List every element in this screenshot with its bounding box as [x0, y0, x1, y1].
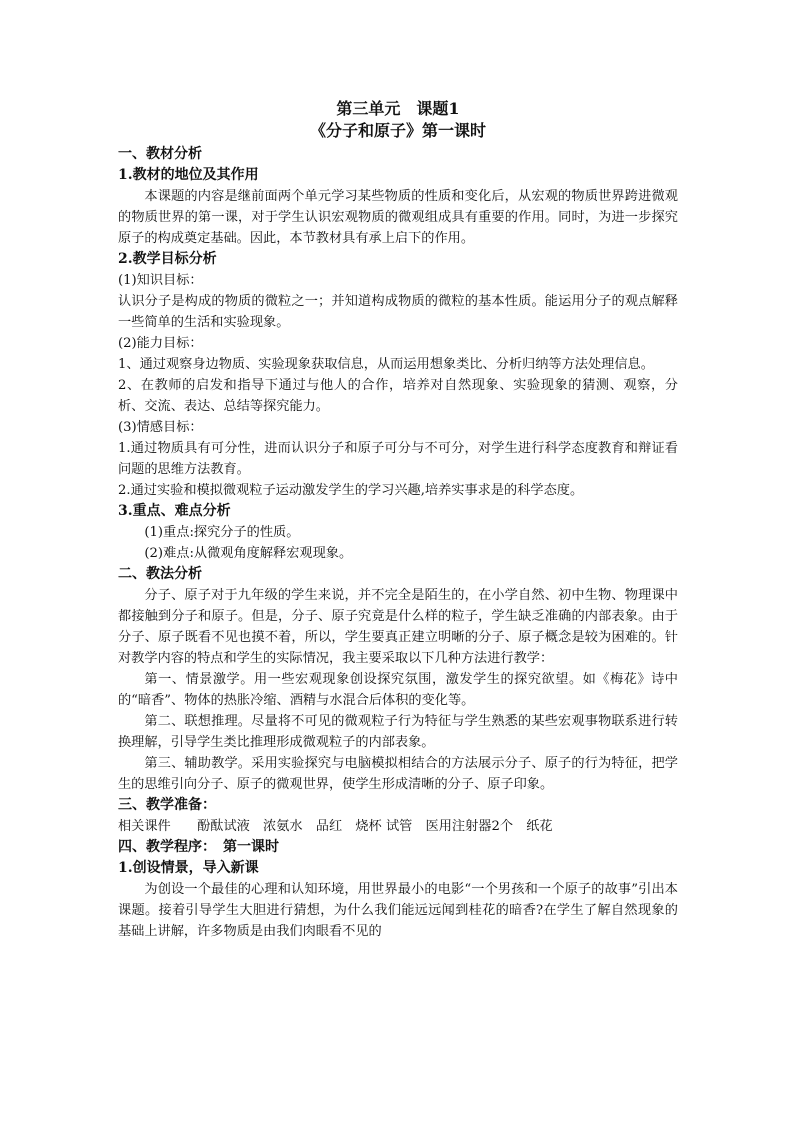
subheading-create-scenario: 1.创设情景，导入新课 [118, 860, 259, 876]
ability-goal-item-1: 1、通过观察身边物质、实验现象获取信息，从而运用想象类比、分析归纳等方法处理信息。 [118, 357, 654, 372]
ability-goal-item-2: 2、在教师的启发和指导下通过与他人的合作，培养对自然现象、实验现象的猜测、观察，分析、交流、表达、总结等探究能力。 [118, 378, 678, 414]
section-heading-procedure: 四、教学程序： 第一课时 [118, 839, 279, 855]
section-heading-preparation: 三、教学准备： [118, 797, 216, 813]
paragraph-status-and-role: 本课题的内容是继前面两个单元学习某些物质的性质和变化后，从宏观的物质世界跨进微观的物质世界的第一课，对于学生认识宏观物质的微观组成具有重要的作用。同时，为进一步探究原子的构成奠定基础。因此，本节教材具有承上启下的作用。 [118, 189, 678, 246]
emotion-goal-item-2: 2.通过实验和模拟微观粒子运动激发学生的学习兴趣,培养实事求是的科学态度。 [118, 483, 584, 498]
document-page [118, 98, 678, 942]
section-heading-textbook-analysis: 一、教材分析 [118, 146, 202, 162]
text-knowledge-goal: 认识分子是构成的物质的微粒之一；并知道构成物质的微粒的基本性质。能运用分子的观点解释一些简单的生活和实验现象。 [118, 294, 678, 330]
label-ability-goal: (2)能力目标： [118, 336, 203, 351]
subheading-status-and-role: 1.教材的地位及其作用 [118, 167, 259, 183]
paragraph-methods-intro: 分子、原子对于九年级的学生来说，并不完全是陌生的，在小学自然、初中生物、物理课中都接触到分子和原子。但是，分子、原子究竟是什么样的粒子，学生缺乏准确的内部表象。由于分子、原子既看不见也摸不着，所以，学生要真正建立明晰的分子、原子概念是较为困难的。针对教学内容的特点和学生的实际情况，我主要采取以下几种方法进行教学： [118, 588, 678, 666]
subheading-teaching-goals: 2.教学目标分析 [118, 251, 217, 267]
materials-list: 相关课件 酚酞试液 浓氨水 品红 烧杯 试管 医用注射器2个 纸花 [118, 819, 553, 834]
lesson-title: 《分子和原子》第一课时 [309, 121, 486, 140]
paragraph-method-2: 第二、联想推理。尽量将不可见的微观粒子行为特征与学生熟悉的某些宏观事物联系进行转换理解，引导学生类比推理形成微观粒子的内部表象。 [118, 714, 678, 750]
emotion-goal-item-1: 1.通过物质具有可分性，进而认识分子和原子可分与不可分，对学生进行科学态度教育和辩证看问题的思维方法教育。 [118, 441, 678, 477]
label-emotion-goal: (3)情感目标： [118, 420, 203, 435]
key-point: (1)重点:探究分子的性质。 [144, 525, 300, 540]
label-knowledge-goal: (1)知识目标： [118, 273, 203, 288]
subheading-key-difficult-points: 3.重点、难点分析 [118, 503, 231, 519]
difficult-point: (2)难点:从微观角度解释宏观现象。 [144, 546, 353, 561]
paragraph-method-3: 第三、辅助教学。采用实验探究与电脑模拟相结合的方法展示分子、原子的行为特征，把学生的思维引向分子、原子的微观世界，使学生形成清晰的分子、原子印象。 [118, 756, 678, 792]
paragraph-create-scenario: 为创设一个最佳的心理和认知环境，用世界最小的电影“一个男孩和一个原子的故事”引出本课题。接着引导学生大胆进行猜想，为什么我们能远远闻到桂花的暗香?在学生了解自然现象的基础上讲解，许多物质是由我们肉眼看不见的 [118, 882, 678, 939]
paragraph-method-1: 第一、情景激学。用一些宏观现象创设探究氛围，激发学生的探究欲望。如《梅花》诗中的“暗香”、物体的热胀冷缩、酒精与水混合后体积的变化等。 [118, 672, 678, 708]
unit-title: 第三单元 课题1 [336, 99, 460, 118]
section-heading-teaching-methods: 二、教法分析 [118, 566, 202, 582]
